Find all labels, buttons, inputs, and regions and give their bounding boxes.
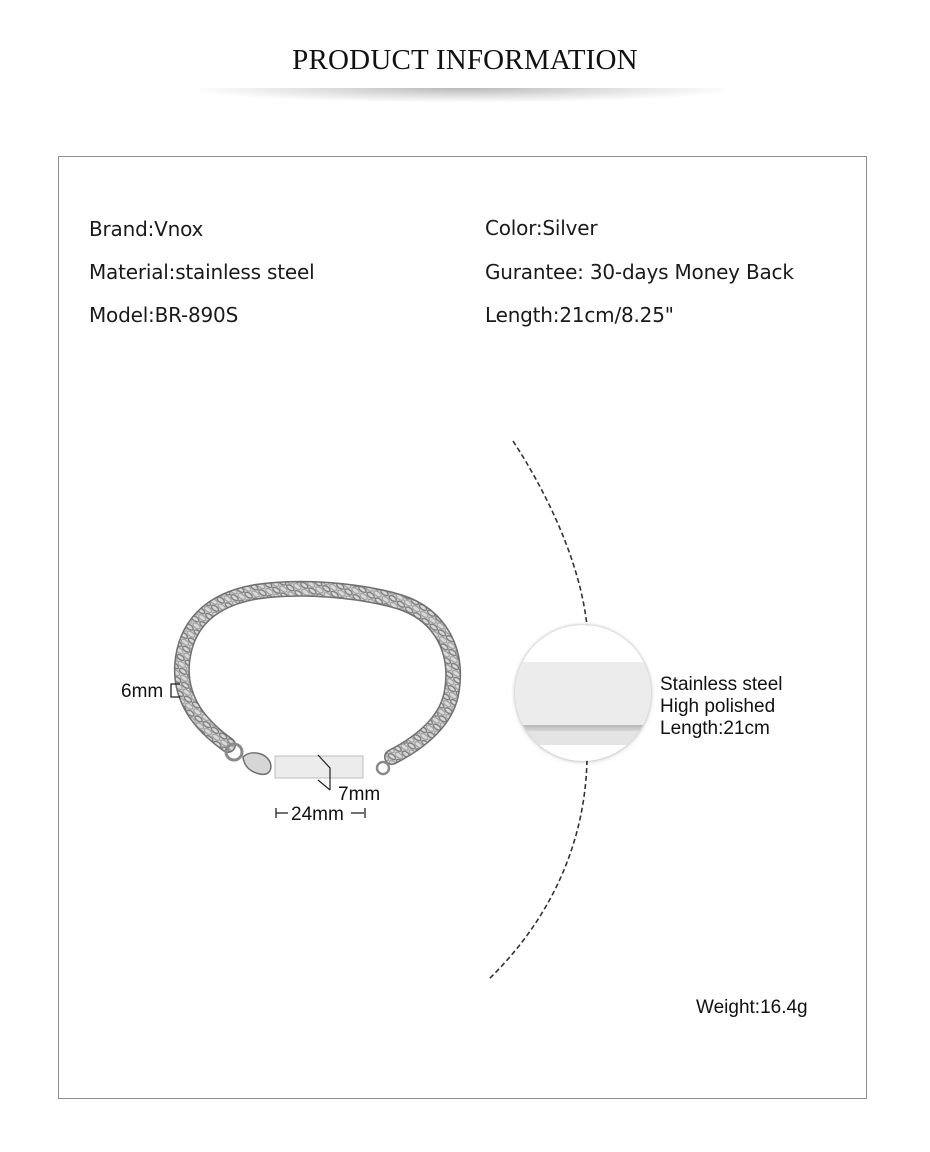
spec-material: Material:stainless steel <box>89 260 315 284</box>
spec-length: Length:21cm/8.25" <box>485 303 674 327</box>
material-callout <box>660 674 783 740</box>
spec-color: Color:Silver <box>485 216 598 240</box>
spec-brand: Brand:Vnox <box>89 217 204 241</box>
callout-length: Length:21cm <box>660 718 770 739</box>
weight-label: Weight:16.4g <box>696 997 808 1018</box>
spec-guarantee: Gurantee: 30-days Money Back <box>485 260 794 284</box>
callout-material: Stainless steel <box>660 674 783 695</box>
chain-width-label: 6mm <box>121 681 164 702</box>
bracelet-id-plate <box>275 756 363 778</box>
material-detail-magnifier <box>515 625 651 761</box>
plate-height-label: 7mm <box>338 784 381 805</box>
bracelet-chain <box>182 589 453 757</box>
callout-finish: High polished <box>660 696 776 717</box>
spec-model: Model:BR-890S <box>89 303 239 327</box>
plate-underside <box>515 731 651 745</box>
page-title: PRODUCT INFORMATION <box>292 44 638 76</box>
plate-surface <box>515 662 651 725</box>
plate-width-label: 24mm <box>291 804 344 825</box>
